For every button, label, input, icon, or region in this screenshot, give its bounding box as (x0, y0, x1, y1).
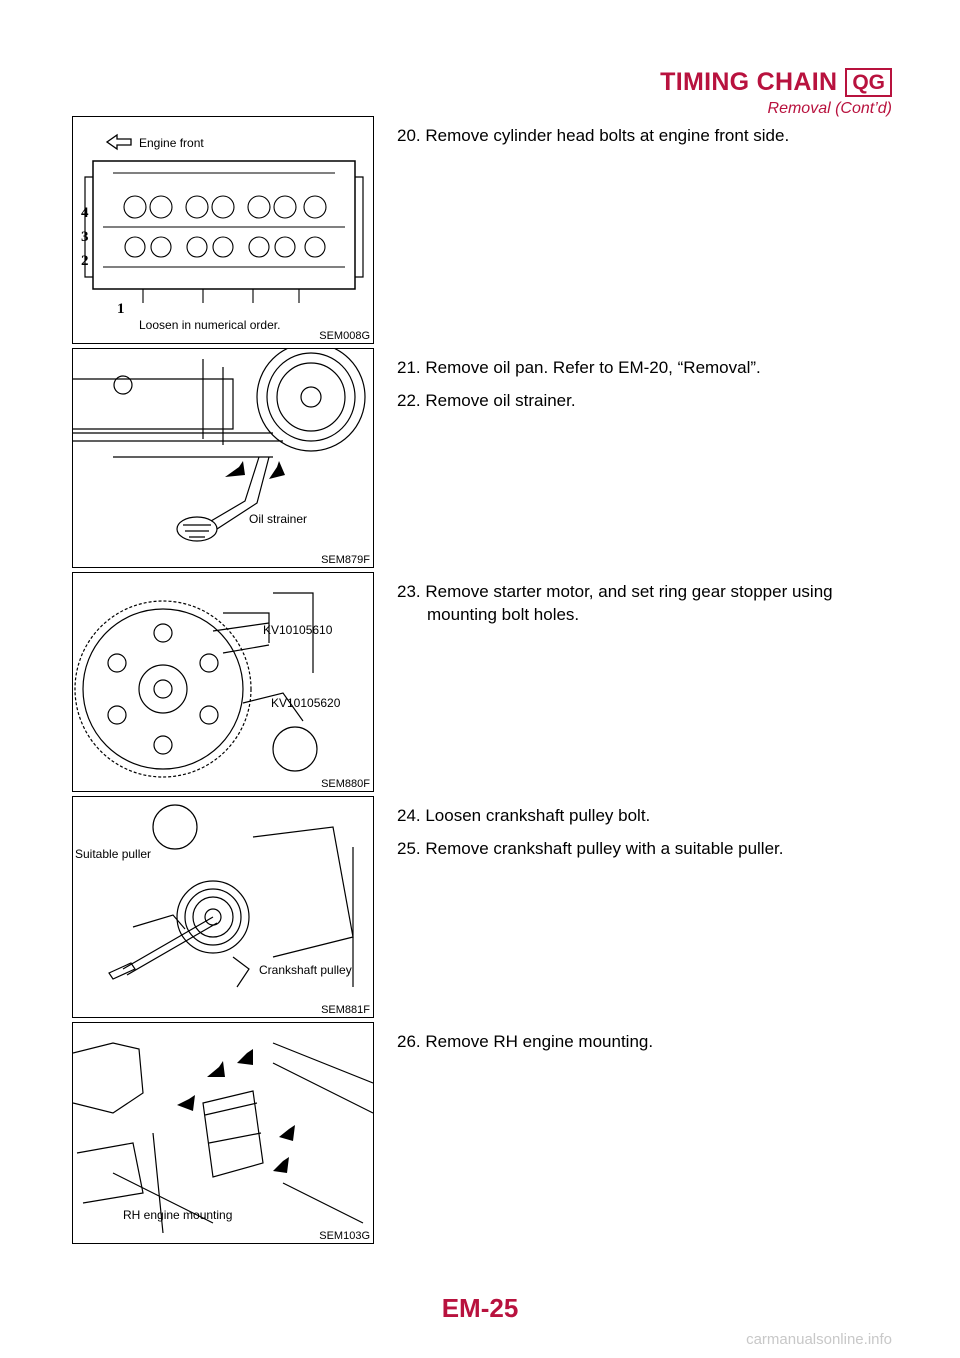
figure-code: SEM879F (321, 554, 370, 566)
section-subtitle: Removal (Cont’d) (767, 100, 892, 117)
engine-mounting-illustration (73, 1023, 373, 1243)
figure-oil-strainer (72, 348, 374, 568)
step-text: 21. Remove oil pan. Refer to EM-20, “Removal”. (397, 358, 761, 377)
figure-code: SEM881F (321, 1004, 370, 1016)
bolt-sequence-numbers (81, 205, 125, 317)
step-group (397, 804, 897, 870)
step-text: 22. Remove oil strainer. (397, 391, 576, 410)
figure-code: SEM008G (319, 330, 370, 342)
sequence-number: 2 (81, 253, 89, 269)
crankshaft-pulley-illustration (73, 797, 373, 1017)
oil-strainer-illustration (73, 349, 373, 567)
figure-label: Loosen in numerical order. (139, 318, 281, 332)
figure-label: RH engine mounting (123, 1208, 233, 1222)
header-title-row (660, 68, 892, 97)
sequence-number: 1 (117, 301, 125, 317)
figure-cylinder-head (72, 116, 374, 344)
figure-rh-engine-mounting (72, 1022, 374, 1244)
section-title: TIMING CHAIN (660, 68, 838, 96)
page-header (660, 68, 892, 118)
step-text: 25. Remove crankshaft pulley with a suitable puller. (397, 839, 784, 858)
sequence-number: 3 (81, 229, 89, 245)
page-number: EM-25 (441, 1293, 519, 1323)
sequence-number: 4 (81, 205, 89, 221)
figure-label: Oil strainer (249, 512, 308, 526)
step-group (397, 1030, 897, 1063)
step-group (397, 124, 897, 157)
figure-label: Suitable puller (75, 847, 152, 861)
step-group (397, 580, 897, 636)
step-text: 23. Remove starter motor, and set ring gear stopper using mounting bolt holes. (397, 582, 833, 624)
figure-code: SEM880F (321, 778, 370, 790)
step-text: 26. Remove RH engine mounting. (397, 1032, 654, 1051)
ring-gear-illustration (73, 573, 373, 791)
watermark: carmanualsonline.info (746, 1331, 892, 1348)
model-badge: QG (845, 68, 892, 97)
engine-front-arrow-icon (107, 135, 131, 149)
figure-crankshaft-pulley (72, 796, 374, 1018)
step-group (397, 356, 897, 422)
step-text: 20. Remove cylinder head bolts at engine front side. (397, 126, 790, 145)
figure-code: SEM103G (319, 1230, 370, 1242)
figure-label: KV10105620 (271, 696, 341, 710)
figure-ring-gear-stopper (72, 572, 374, 792)
figure-label: KV10105610 (263, 623, 333, 637)
cylinder-head-illustration (73, 117, 373, 343)
figure-label: Crankshaft pulley (259, 963, 352, 977)
figure-label: Engine front (139, 136, 204, 150)
step-text: 24. Loosen crankshaft pulley bolt. (397, 806, 651, 825)
